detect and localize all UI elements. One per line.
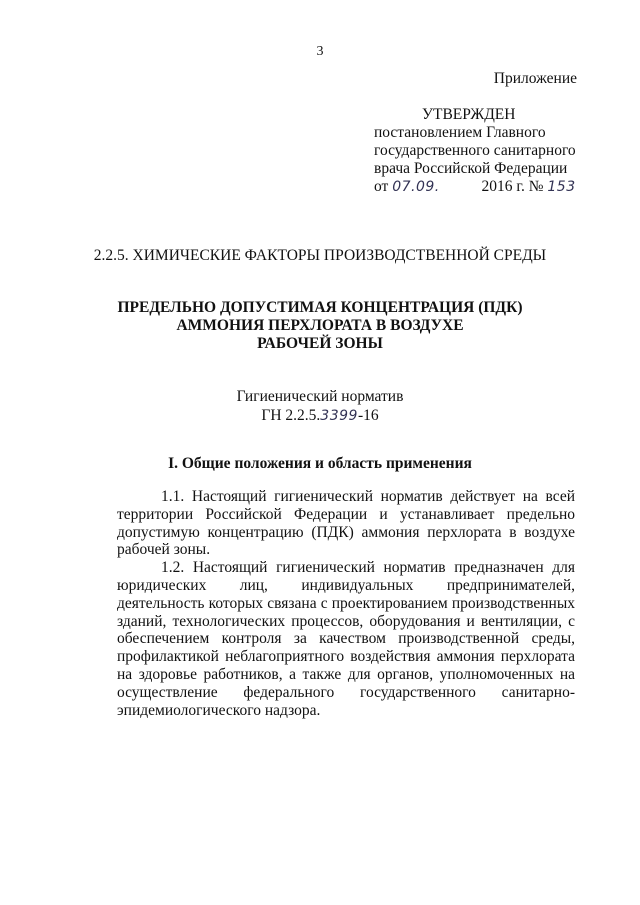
section-heading: 2.2.5. ХИМИЧЕСКИЕ ФАКТОРЫ ПРОИЗВОДСТВЕННОЙ СРЕДЫ [93,247,547,264]
page-number: 3 [316,44,324,59]
document-title-line: ПРЕДЕЛЬНО ДОПУСТИМАЯ КОНЦЕНТРАЦИЯ (ПДК) [117,299,523,316]
approval-date-line [374,178,576,196]
handwritten-number: 153 [547,179,576,195]
standard-code-suffix: -16 [357,407,379,424]
handwritten-code: 3399 [320,408,358,424]
year-text: 2016 г. № [481,178,544,195]
standard-name: Гигиенический норматив [236,388,404,405]
paragraph: 1.1. Настоящий гигиенический норматив действует на всей территории Российской Федерации и устанавливает предельно допустимую концентрацию (ПДК) аммония перхлората в воздухе рабочей зоны. [117,488,575,559]
approval-line: государственного санитарного [374,142,576,159]
standard-code-prefix: ГН 2.2.5. [261,407,321,424]
body-text [117,488,575,719]
document-title-line: РАБОЧЕЙ ЗОНЫ [257,335,383,352]
hygienic-standard [0,387,640,426]
appendix-label: Приложение [493,70,577,87]
approval-title: УТВЕРЖДЕН [422,106,516,123]
approval-block [374,106,576,196]
handwritten-date: 07.09. [392,179,440,195]
document-title [0,299,640,353]
approval-line: постановлением Главного [374,124,546,141]
document-title-line: АММОНИЯ ПЕРХЛОРАТА В ВОЗДУХЕ [176,317,464,334]
approval-line: врача Российской Федерации [374,160,568,177]
standard-code [0,406,640,426]
date-prefix: от [374,178,389,195]
chapter-heading: I. Общие положения и область применения [168,455,472,472]
paragraph: 1.2. Настоящий гигиенический норматив предназначен для юридических лиц, индивидуальных предпринимателей, деятельность которых связана с проектированием производственных зданий, технологических процессов, оборудования и вентиляции, с обеспечением контроля за качеством производственной среды, профилактикой неблагоприятного воздействия аммония перхлората на здоровье работников, а также для органов, уполномоченных на осуществление федерального государственного санитарно-эпидемиологического надзора. [117,559,575,719]
